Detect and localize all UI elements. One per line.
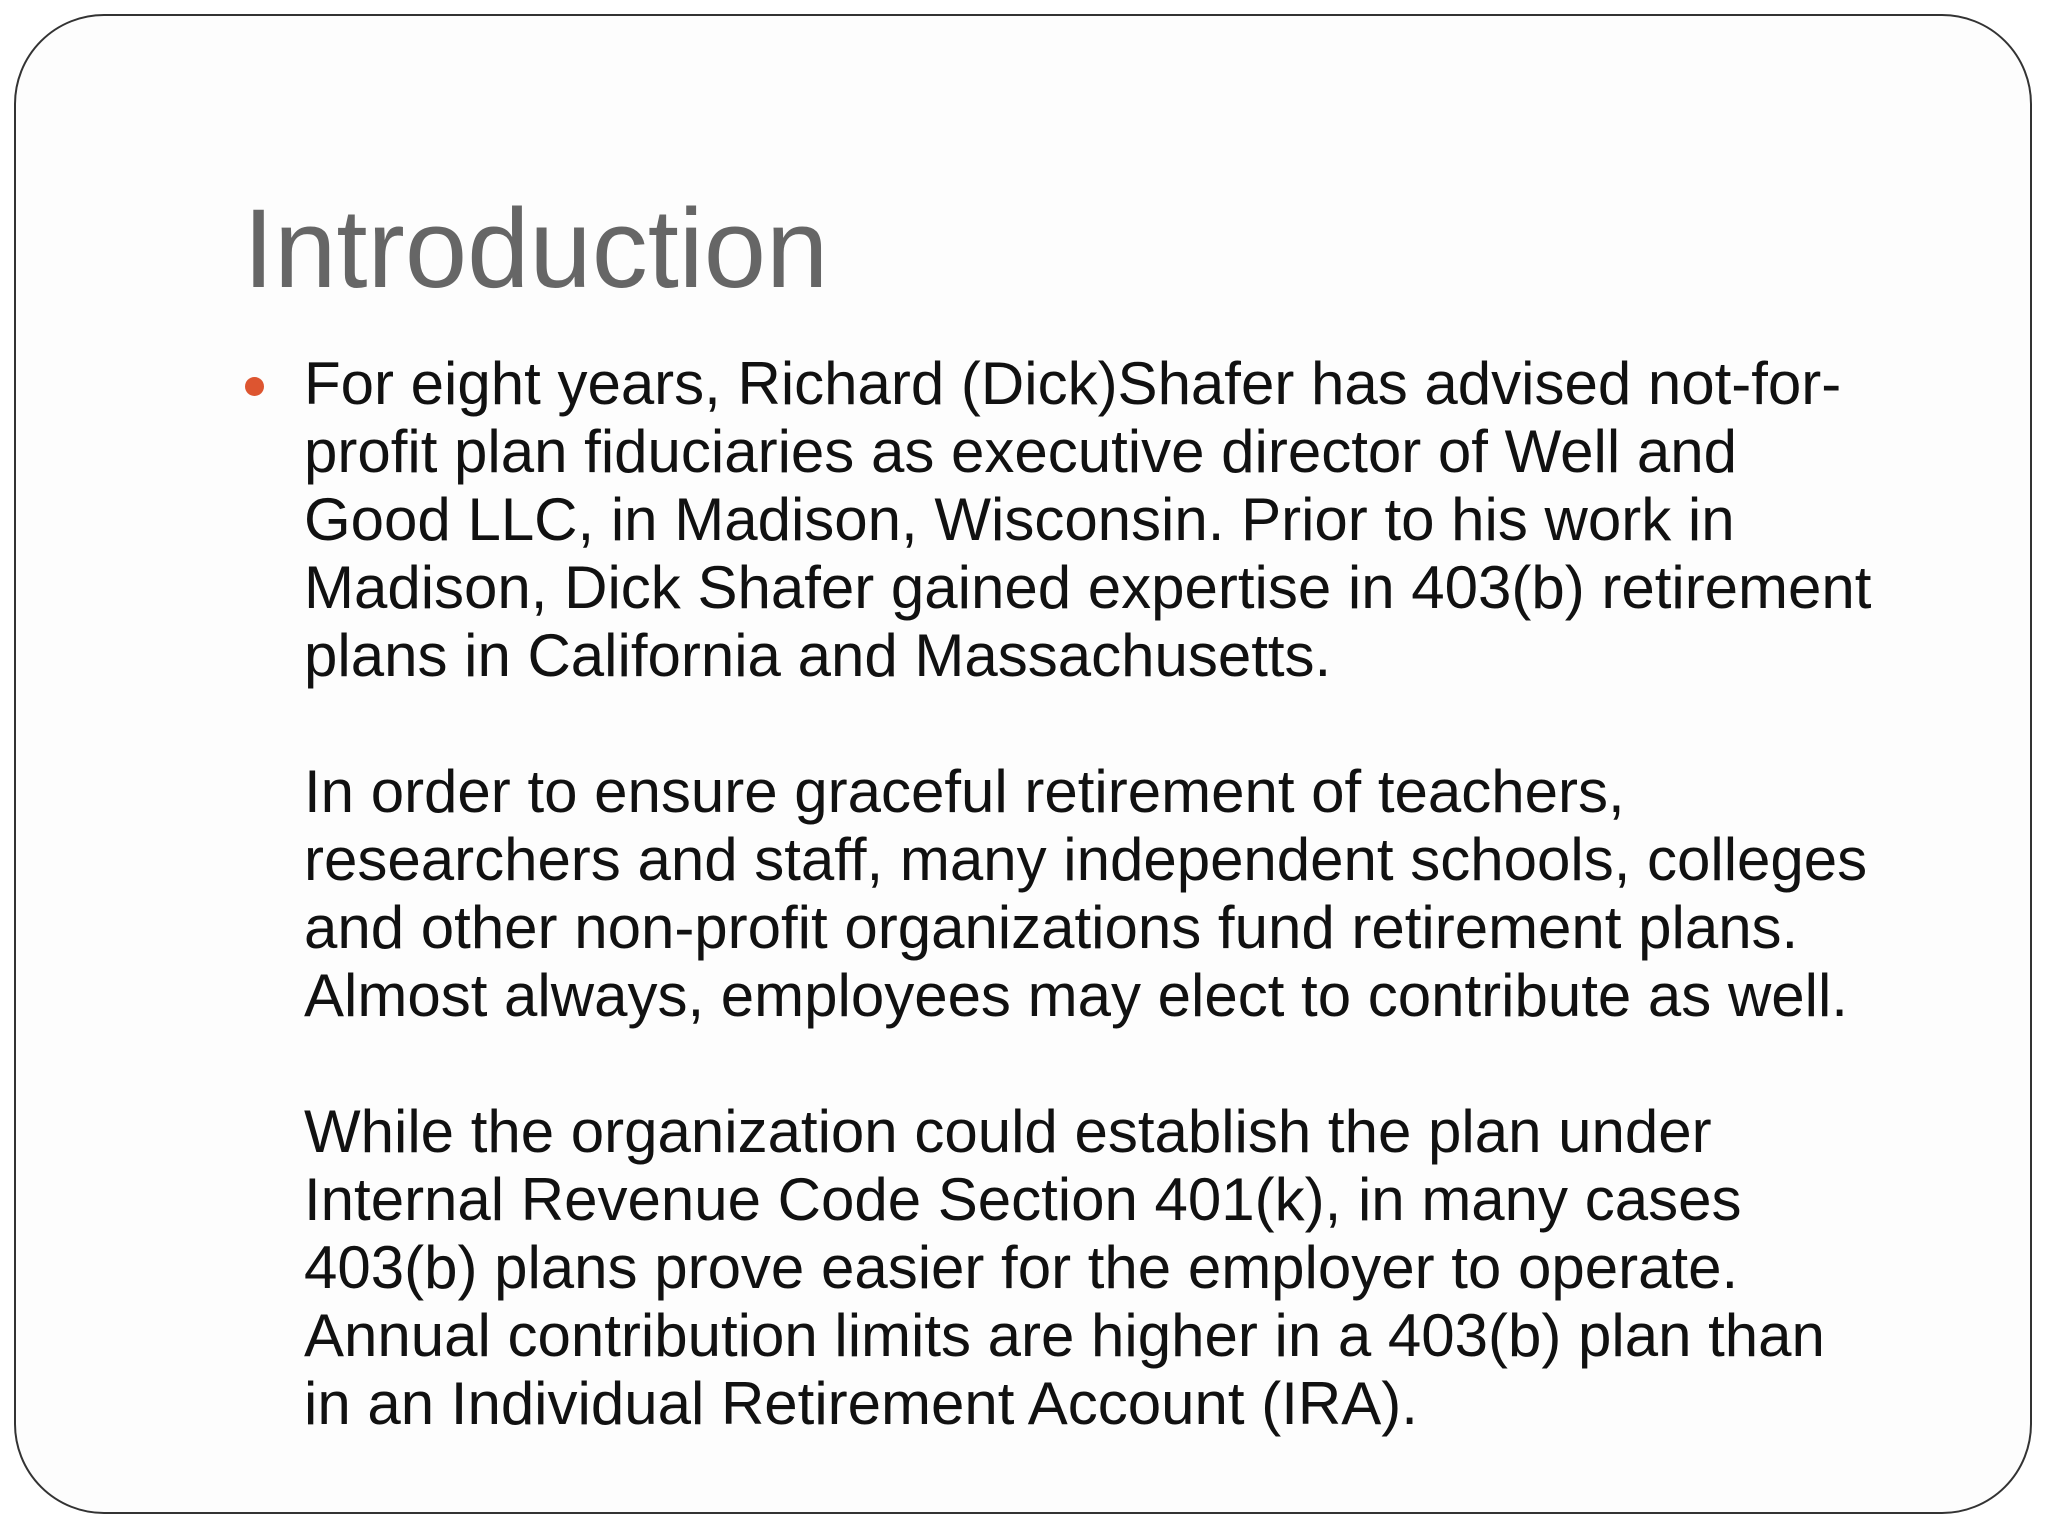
paragraph-line: Annual contribution limits are higher in a 403(b) plan than (304, 1302, 1825, 1369)
paragraph-spacer (304, 690, 2004, 758)
paragraph-line: and other non-profit organizations fund retirement plans. (304, 894, 1799, 961)
paragraph-line: Madison, Dick Shafer gained expertise in 403(b) retirement (304, 554, 1872, 621)
paragraph-line: researchers and staff, many independent schools, colleges (304, 826, 1868, 893)
paragraph-2 (304, 758, 2004, 1030)
paragraph-line: in an Individual Retirement Account (IRA). (304, 1370, 1418, 1437)
bullet-dot-icon (245, 377, 264, 396)
slide-title: Introduction (243, 186, 829, 311)
paragraph-line: Good LLC, in Madison, Wisconsin. Prior to his work in (304, 486, 1735, 553)
paragraph-line: 403(b) plans prove easier for the employer to operate. (304, 1234, 1739, 1301)
paragraph-line: profit plan fiduciaries as executive director of Well and (304, 418, 1737, 485)
paragraph-line: In order to ensure graceful retirement of teachers, (304, 758, 1625, 825)
paragraph-line: For eight years, Richard (Dick)Shafer has advised not-for- (304, 350, 1842, 417)
paragraph-line: plans in California and Massachusetts. (304, 622, 1332, 689)
paragraph-spacer (304, 1030, 2004, 1098)
paragraph-1 (304, 350, 2004, 690)
paragraph-line: While the organization could establish the plan under (304, 1098, 1712, 1165)
slide-frame (14, 14, 2032, 1514)
paragraph-line: Almost always, employees may elect to contribute as well. (304, 962, 1848, 1029)
bullet-body (304, 350, 2004, 1438)
paragraph-3 (304, 1098, 2004, 1438)
paragraph-line: Internal Revenue Code Section 401(k), in many cases (304, 1166, 1742, 1233)
